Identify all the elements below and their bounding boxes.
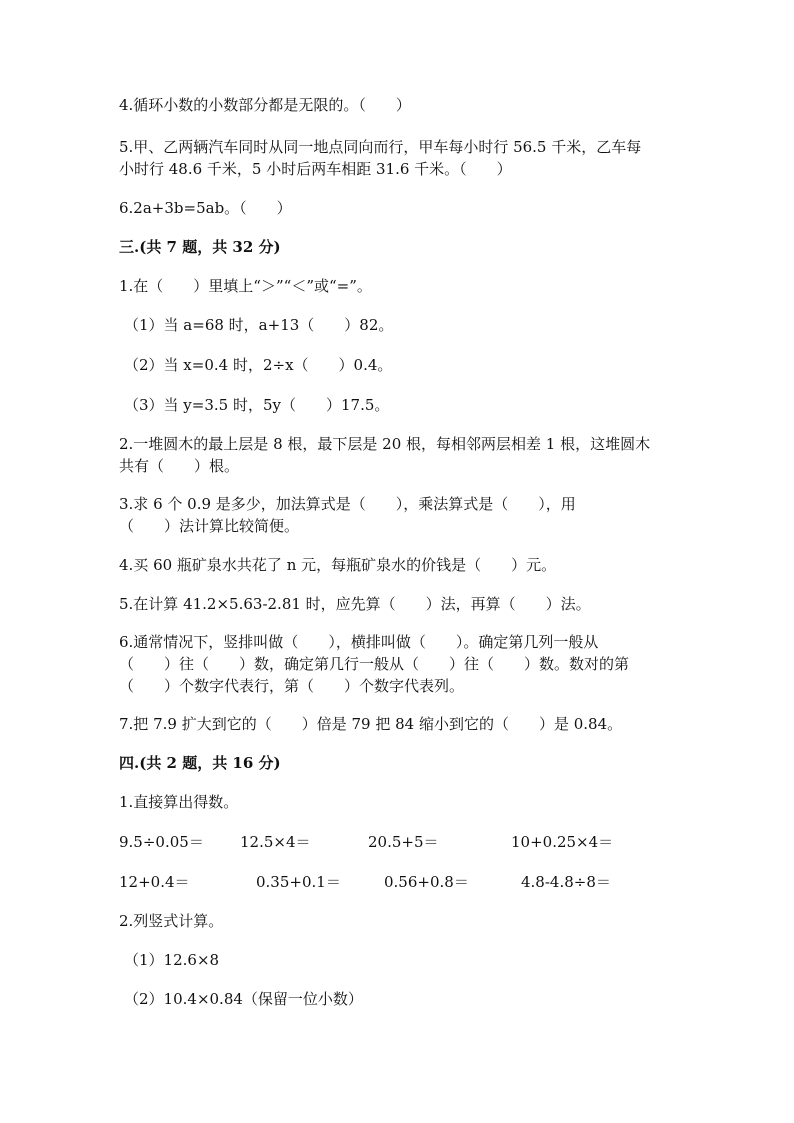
s3-question-6-line3: （ ）个数字代表行，第（ ）个数字代表列。 bbox=[119, 677, 465, 695]
s3-question-5-text: 5.在计算 41.2×5.63-2.81 时，应先算（ ）法，再算（ ）法。 bbox=[119, 595, 591, 613]
calc-item: 10+0.25×4＝ bbox=[511, 833, 614, 851]
s3-question-3-line1: 3.求 6 个 0.9 是多少，加法算式是（ ），乘法算式是（ ），用 bbox=[119, 495, 576, 513]
calc-item: 12.5×4＝ bbox=[240, 833, 311, 851]
question-4-text: 4.循环小数的小数部分都是无限的。（ ） bbox=[119, 96, 411, 114]
s4-q2-part-1: （1）12.6×8 bbox=[124, 951, 220, 969]
calc-item: 20.5+5＝ bbox=[368, 833, 439, 851]
s3-question-2-line1: 2.一堆圆木的最上层是 8 根，最下层是 20 根，每相邻两层相差 1 根，这堆圆木 bbox=[119, 435, 651, 453]
s3-question-7-text: 7.把 7.9 扩大到它的（ ）倍是 79 把 84 缩小到它的（ ）是 0.84。 bbox=[119, 715, 623, 733]
calc-item: 4.8-4.8÷8＝ bbox=[521, 873, 611, 891]
s3-question-6-line2: （ ）往（ ）数，确定第几行一般从（ ）往（ ）数。数对的第 bbox=[119, 655, 630, 673]
s3-question-1-text: 1.在（ ）里填上“＞”“＜”或“=”。 bbox=[119, 277, 372, 295]
question-5-text-line2: 小时行 48.6 千米，5 小时后两车相距 31.6 千米。（ ） bbox=[119, 160, 512, 178]
s3-q1-part-3: （3）当 y=3.5 时，5y（ ）17.5。 bbox=[124, 396, 390, 414]
s4-q2-part-2: （2）10.4×0.84（保留一位小数） bbox=[124, 990, 363, 1008]
s3-q1-part-2: （2）当 x=0.4 时，2÷x（ ）0.4。 bbox=[124, 356, 393, 374]
calc-item: 9.5÷0.05＝ bbox=[119, 833, 204, 851]
section-3-heading: 三.(共 7 题，共 32 分) bbox=[119, 238, 281, 256]
calc-item: 12+0.4＝ bbox=[119, 873, 190, 891]
question-5-text-line1: 5.甲、乙两辆汽车同时从同一地点同向而行，甲车每小时行 56.5 千米，乙车每 bbox=[119, 138, 642, 156]
s3-question-2-line2: 共有（ ）根。 bbox=[119, 457, 240, 475]
calc-item: 0.35+0.1＝ bbox=[256, 873, 341, 891]
s4-question-2-text: 2.列竖式计算。 bbox=[119, 912, 224, 930]
s3-question-4-text: 4.买 60 瓶矿泉水共花了 n 元，每瓶矿泉水的价钱是（ ）元。 bbox=[119, 556, 557, 574]
question-6-text: 6.2a+3b=5ab。（ ） bbox=[119, 199, 292, 217]
s3-q1-part-1: （1）当 a=68 时，a+13（ ）82。 bbox=[124, 316, 394, 334]
calc-item: 0.56+0.8＝ bbox=[384, 873, 469, 891]
s3-question-3-line2: （ ）法计算比较简便。 bbox=[119, 517, 300, 535]
section-4-heading: 四.(共 2 题，共 16 分) bbox=[119, 754, 281, 772]
s4-question-1-text: 1.直接算出得数。 bbox=[119, 793, 239, 811]
s3-question-6-line1: 6.通常情况下，竖排叫做（ ），横排叫做（ ）。确定第几列一般从 bbox=[119, 633, 599, 651]
